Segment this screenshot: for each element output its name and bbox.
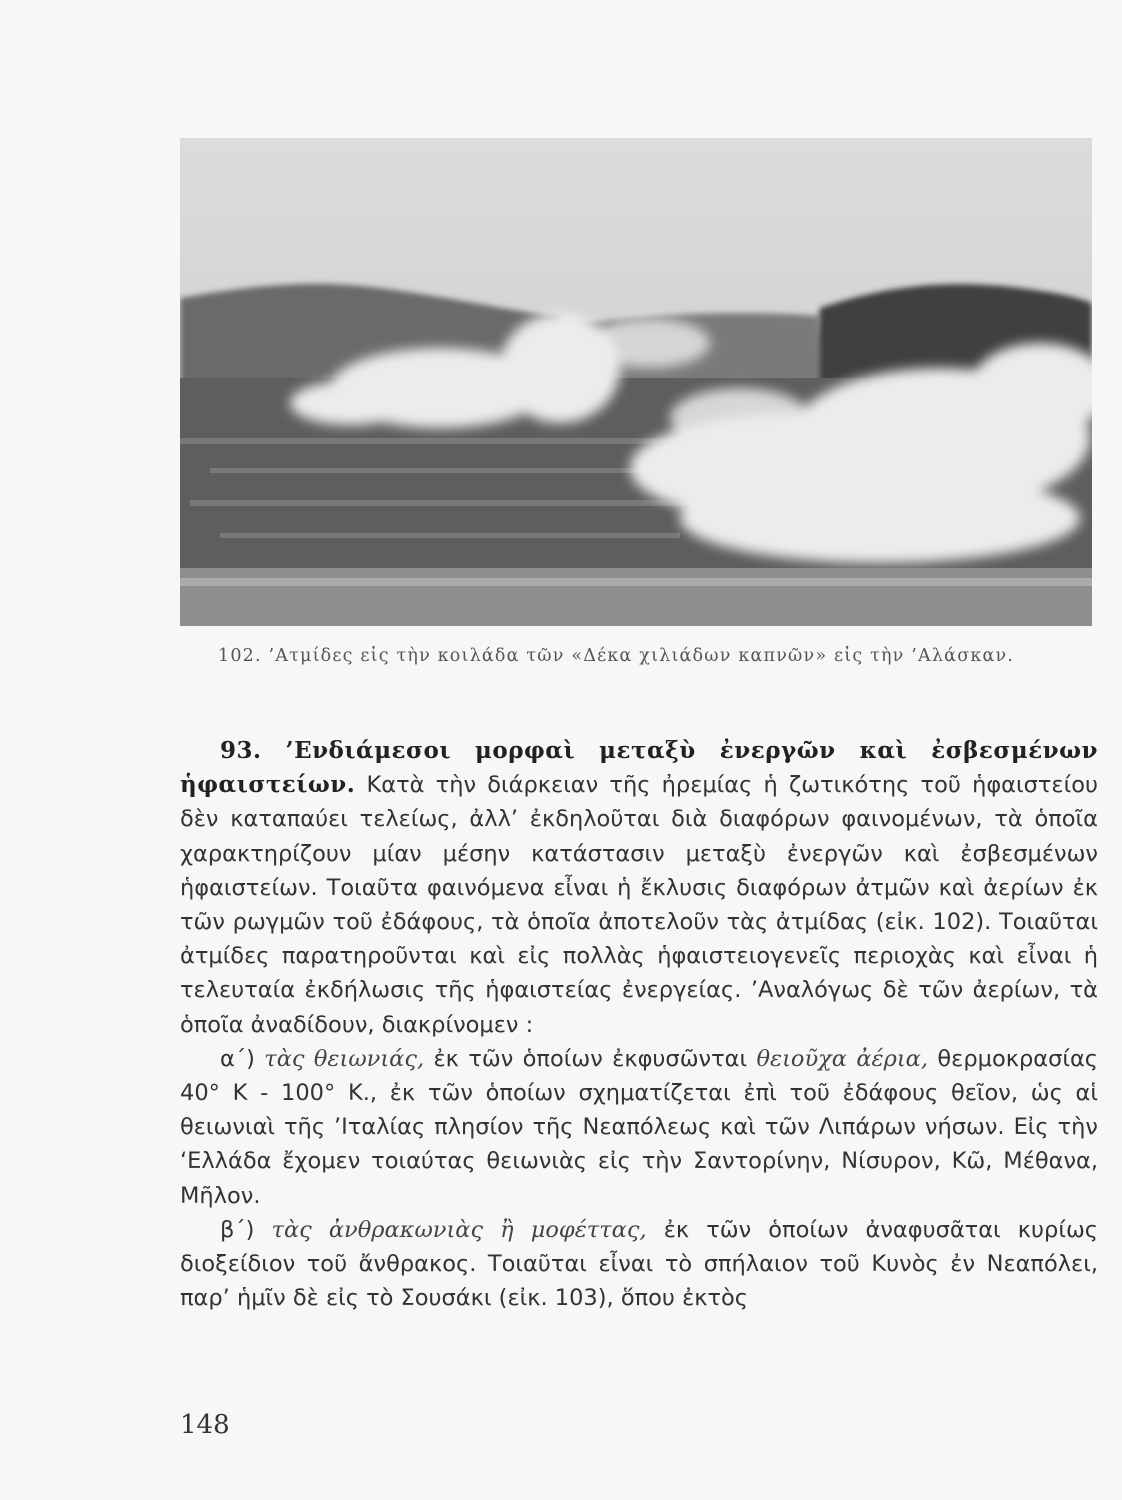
section-intro: Κατὰ τὴν διάρκειαν τῆς ἠρεμίας ἡ ζωτικότης τοῦ ἡφαιστείου δὲν καταπαύει τελείως, ἀλλ’ ἐκδηλοῦται διὰ διαφόρων φαινομένων, τὰ ὁποῖα χαρακτηρίζουν μίαν μέσην κατάστασιν μεταξὺ ἐνεργῶν καὶ ἐσβεσμένων ἡφαιστείων. Τοιαῦτα φαινόμενα εἶναι ἡ ἔκλυσις διαφόρων ἀτμῶν καὶ ἀερίων ἐκ τῶν ρωγμῶν τοῦ ἐδάφους, τὰ ὁποῖα ἀποτελοῦν τὰς ἀτμίδας (εἰκ. 102). Τοιαῦται ἀτμίδες παρατηροῦνται καὶ εἰς πολλὰς ἡφαιστειογενεῖς περιοχὰς καὶ εἶναι ἡ τελευταία ἐκδήλωσις τῆς ἡφαιστείας ἐνεργείας. ’Αναλόγως δὲ τῶν ἀερίων, τὰ ὁποῖα ἀναδίδουν, διακρίνομεν : xyxy=(180,772,1098,1038)
section-paragraph xyxy=(180,734,1098,1042)
item-b-prefix: β΄) xyxy=(220,1216,272,1243)
item-a-text1: ἐκ τῶν ὁποίων ἐκφυσῶνται xyxy=(424,1045,757,1072)
section-heading: 93. ’Ενδιάμεσοι μορφαὶ μεταξὺ ἐνεργῶν καὶ ἐσβεσμένων ἡφαιστείων. xyxy=(180,737,1098,799)
landscape-illustration xyxy=(180,138,1092,626)
body-text xyxy=(180,734,1098,1315)
item-b-term: τὰς ἀνθρακωνιὰς ἢ μοφέττας, xyxy=(271,1216,647,1243)
page-number: 148 xyxy=(180,1410,230,1440)
item-a-text2: θερμοκρασίας 40° Κ - 100° Κ., ἐκ τῶν ὁποίων σχηματίζεται ἐπὶ τοῦ ἐδάφους θεῖον, ὡς αἱ θειωνιαὶ τῆς ’Ιταλίας πλησίον τῆς Νεαπόλεως καὶ τῶν Λιπάρων νήσων. Εἰς τὴν ‘Ελλάδα ἔχομεν τοιαύτας θειωνιὰς εἰς τὴν Σαντορίνην, Νίσυρον, Κῶ, Μέθανα, Μῆλον. xyxy=(180,1045,1098,1209)
figure-photo-steam-valley xyxy=(180,138,1092,626)
list-item-b xyxy=(180,1213,1098,1316)
list-item-a xyxy=(180,1042,1098,1213)
item-a-term2: θειοῦχα ἀέρια, xyxy=(756,1045,929,1072)
item-b-text: ἐκ τῶν ὁποίων ἀναφυσᾶται κυρίως διοξείδιον τοῦ ἄνθρακος. Τοιαῦται εἶναι τὸ σπήλαιον τοῦ Κυνὸς ἐν Νεαπόλει, παρ’ ἡμῖν δὲ εἰς τὸ Σουσάκι (εἰκ. 103), ὅπου ἐκτὸς xyxy=(180,1216,1098,1312)
figure-caption: 102. ’Ατμίδες εἰς τὴν κοιλάδα τῶν «Δέκα χιλιάδων καπνῶν» εἰς τὴν ’Αλάσκαν. xyxy=(218,646,1015,666)
item-a-term: τὰς θειωνιάς, xyxy=(264,1045,425,1072)
item-a-prefix: α΄) xyxy=(220,1045,265,1072)
